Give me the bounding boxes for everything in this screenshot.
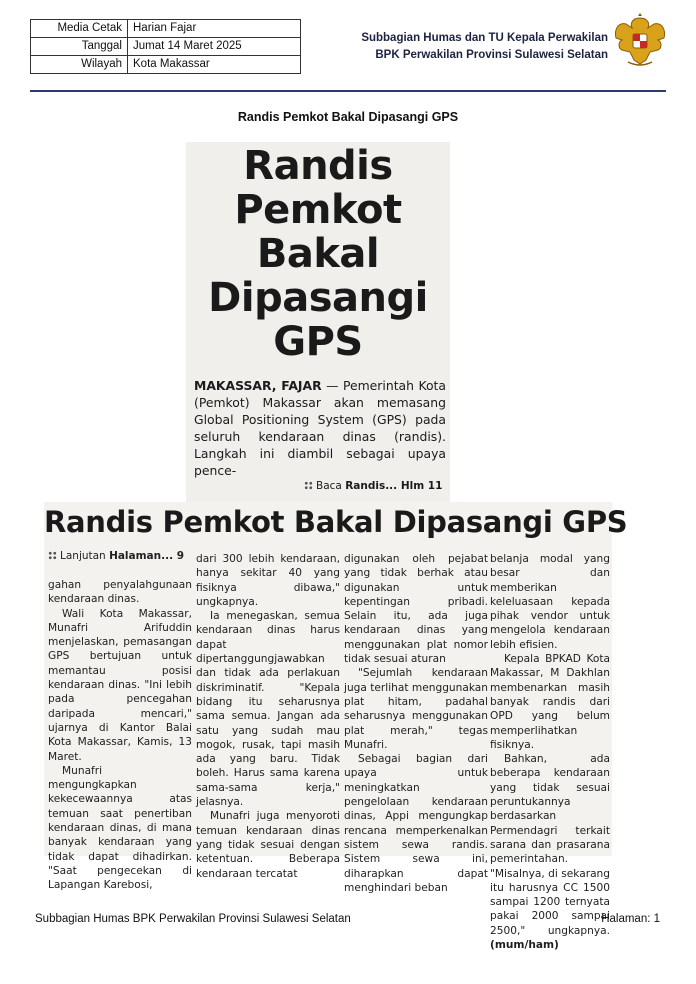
- garuda-emblem-icon: [612, 12, 668, 70]
- footer-organization: Subbagian Humas BPK Perwakilan Provinsi Sulawesi Selatan: [35, 913, 351, 925]
- info-value: Harian Fajar: [128, 20, 301, 38]
- front-headline: Randis Pemkot Bakal Dipasangi GPS: [208, 143, 428, 365]
- front-lead-paragraph: [194, 377, 446, 479]
- info-key: Tanggal: [31, 38, 128, 56]
- organization-name: [361, 30, 608, 64]
- info-row-date: [31, 38, 301, 56]
- paragraph: Kepala BPKAD Kota Makassar, M Dakhlan membenarkan masih banyak randis dari OPD yang belum memperlihatkan fisiknya.: [490, 653, 610, 751]
- article-column-1: [48, 578, 192, 893]
- paragraph: Wali Kota Makassar, Munafri Arifuddin menjelaskan, pemasangan GPS bertujuan untuk memantau posisi kendaraan dinas. "Ini lebih pada pencegahan daripada mencari," ujarnya di Kantor Balai Kota Makassar, Kamis, 13 Maret.: [48, 607, 192, 763]
- lead-text: — Pemerintah Kota (Pemkot) Makassar akan memasang Global Positioning System (GPS) pada seluruh kendaraan dinas (randis). Langkah ini diambil sebagai upaya pence-: [194, 378, 446, 478]
- info-key: Wilayah: [31, 56, 128, 74]
- paragraph: Sebagai bagian dari upaya untuk meningkatkan pengelolaan kendaraan dinas, Appi mengungkap rencana memperkenalkan sistem sewa randis. Sistem sewa ini, diharapkan dapat menghindari beban: [344, 753, 488, 894]
- page-title: Randis Pemkot Bakal Dipasangi GPS: [237, 110, 459, 124]
- paragraph: belanja modal yang besar dan memberikan keleluasaan kepada pihak vendor untuk mengelola kendaraan lebih efisien.: [490, 553, 610, 651]
- lanjutan-reference: Halaman... 9: [109, 550, 185, 562]
- media-info-table: [30, 19, 301, 74]
- org-line-1: Subbagian Humas dan TU Kepala Perwakilan: [361, 32, 608, 44]
- article-column-4: [490, 552, 610, 952]
- article-column-2: [196, 552, 340, 881]
- paragraph-text: Bahkan, ada beberapa kendaraan yang tidak sesuai peruntukannya berdasarkan Permendagri terkait sarana dan prasarana pemerintahan. "Misalnya, di sekarang itu harusnya CC 1500 sampai 1200 ternyata pakai 2000 sampai 2500," ungkapnya.: [490, 753, 610, 937]
- clipping-front-page: [186, 142, 450, 502]
- paragraph: Munafri mengungkapkan kekecewaannya atas temuan saat penertiban kendaraan dinas, di mana banyak kendaraan yang tidak dapat dihadirkan. "Saat pengecekan di Lapangan Karebosi,: [48, 764, 192, 892]
- dateline: MAKASSAR, FAJAR: [194, 378, 322, 393]
- paragraph: Ia menegaskan, semua kendaraan dinas harus dapat dipertanggungjawabkan dan tidak ada perlakuan diskriminatif. "Kepala bidang itu seharusnya sama semua. Jangan ada satu yang sudah mau mogok, rusak, tapi masih ada yang baru. Tidak boleh. Harus sama karena sama-sama kerja," jelasnya.: [196, 610, 340, 809]
- article-column-3: [344, 552, 488, 895]
- continued-reference: [304, 480, 442, 492]
- info-row-media: [31, 20, 301, 38]
- baca-prefix: Baca: [316, 480, 346, 492]
- continued-from-reference: [48, 550, 184, 562]
- lanjutan-prefix: Lanjutan: [60, 550, 110, 562]
- author-signoff: (mum/ham): [490, 939, 559, 952]
- dots-icon: [48, 551, 57, 560]
- paragraph: dari 300 lebih kendaraan, hanya sekitar 40 yang fisiknya dibawa," ungkapnya.: [196, 553, 340, 608]
- paragraph: "Sejumlah kendaraan juga terlihat menggunakan plat hitam, padahal seharusnya menggunakan plat merah," tegas Munafri.: [344, 667, 488, 751]
- dots-icon: [304, 481, 313, 490]
- paragraph: digunakan oleh pejabat yang tidak berhak atau digunakan untuk kepentingan pribadi. Selain itu, ada juga kendaraan dinas yang menggunakan plat nomor tidak sesuai aturan: [344, 553, 488, 666]
- paragraph: [490, 752, 610, 952]
- paragraph: Munafri juga menyoroti temuan kendaraan dinas yang tidak sesuai dengan ketentuan. Beberapa kendaraan tercatat: [196, 810, 340, 880]
- continuation-headline: Randis Pemkot Bakal Dipasangi GPS: [44, 505, 628, 539]
- org-line-2: BPK Perwakilan Provinsi Sulawesi Selatan: [375, 49, 608, 61]
- footer-page-number: Halaman: 1: [601, 913, 660, 925]
- header-divider: [30, 90, 666, 92]
- info-value: Kota Makassar: [128, 56, 301, 74]
- baca-reference: Randis... Hlm 11: [345, 480, 443, 492]
- info-value: Jumat 14 Maret 2025: [128, 38, 301, 56]
- paragraph: gahan penyalahgunaan kendaraan dinas.: [48, 579, 192, 606]
- info-key: Media Cetak: [31, 20, 128, 38]
- info-row-region: [31, 56, 301, 74]
